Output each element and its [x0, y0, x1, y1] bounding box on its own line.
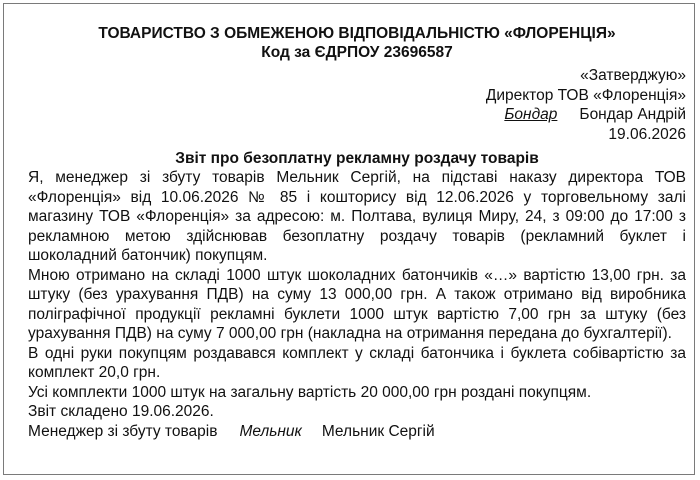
- report-paragraph: В одні руки покупцям роздавався комплект у складі батончика і буклета собівартістю за комплект 20,0 грн.: [28, 344, 686, 381]
- manager-signature-line: [28, 422, 686, 442]
- report-title: Звіт про безоплатну рекламну роздачу товарів: [175, 150, 539, 167]
- approval-position: Директор ТОВ «Флоренція»: [485, 86, 686, 104]
- approval-signature-line: [28, 105, 686, 125]
- approval-stamp: «Затверджую»: [580, 67, 686, 84]
- report-date-line: Звіт складено 19.06.2026.: [28, 403, 214, 420]
- report-paragraph: Усі комплекти 1000 штук на загальну вартість 20 000,00 грн роздані покупцям.: [28, 383, 592, 401]
- organization-code: Код за ЄДРПОУ 23696587: [261, 44, 453, 61]
- report-paragraph: Мною отримано на складі 1000 штук шоколадних батончиків «…» вартістю 13,00 грн. за штуку (без урахування ПДВ) на суму 13 000,00 грн. А також отримано від виробника поліграфічної продукції рекламні буклети 1000 штук вартістю 7,00 грн за штуку (без урахування ПДВ) на суму 7 000,00 грн (накладна на отримання передана до бухгалтерії).: [28, 266, 686, 342]
- manager-name: Мельник Сергій: [321, 422, 435, 440]
- director-name: Бондар Андрій: [579, 106, 686, 123]
- document-body: [28, 24, 686, 441]
- report-paragraph: Я, менеджер зі збуту товарів Мельник Сергій, на підставі наказу директора ТОВ «Флоренція» від 10.06.2026 № 85 і кошторису від 12.06.2026 у торговельному залі магазину ТОВ «Флоренція» за адресою: м. Полтава, вулиця Миру, 24, з 09:00 до 17:00 з рекламною метою здійснював безоплатну роздачу товарів (рекламний буклет і шоколадний батончик) покупцям.: [28, 169, 686, 264]
- director-signature: Бондар: [504, 106, 558, 123]
- organization-name: ТОВАРИСТВО З ОБМЕЖЕНОЮ ВІДПОВІДАЛЬНІСТЮ «ФЛОРЕНЦІЯ»: [98, 25, 616, 42]
- approval-date: 19.06.2026: [608, 125, 686, 143]
- document-frame: [3, 3, 695, 475]
- manager-signature: Мельник: [239, 422, 302, 440]
- manager-position: Менеджер зі збуту товарів: [28, 422, 218, 440]
- approval-block: [28, 66, 686, 144]
